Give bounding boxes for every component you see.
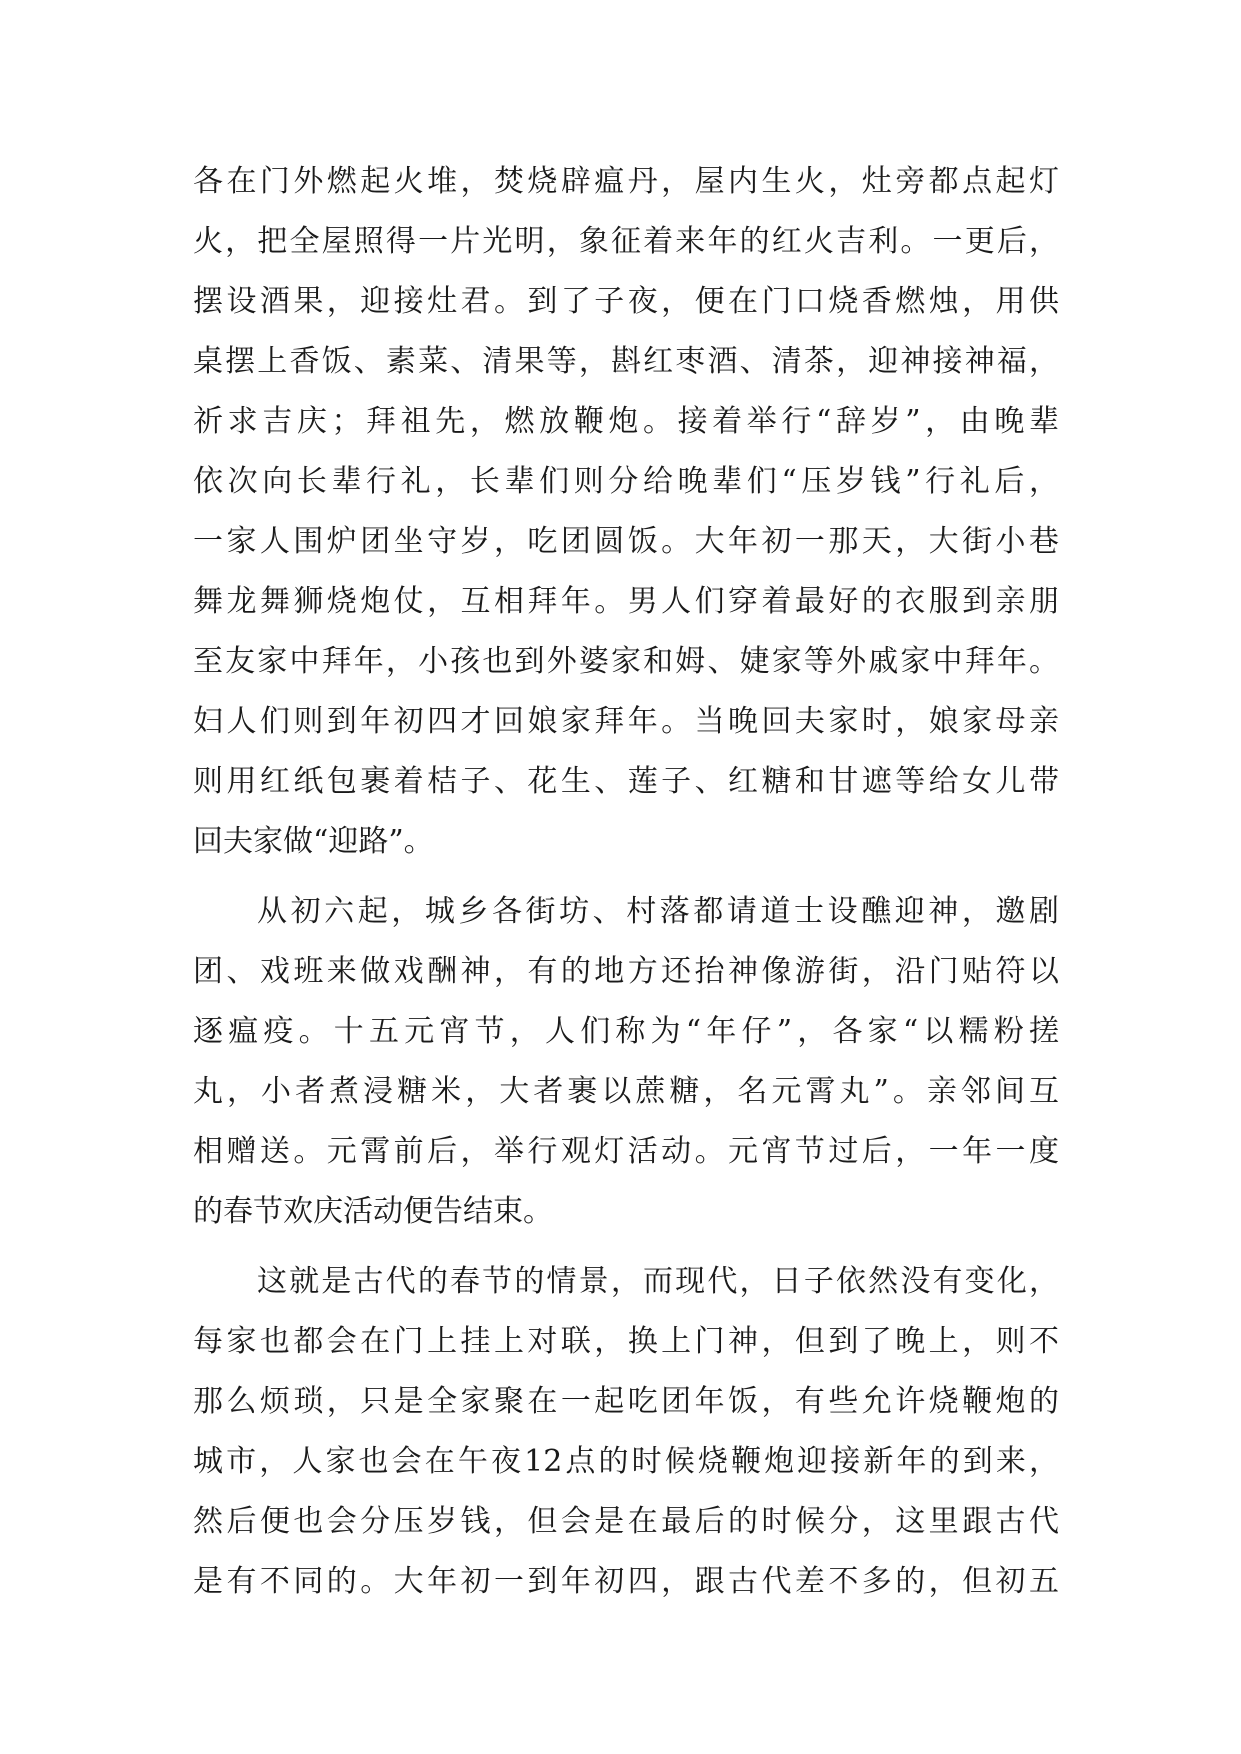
text-line: 祈求吉庆；拜祖先，燃放鞭炮。接着举行“辞岁”，由晚辈 xyxy=(193,404,1059,439)
text-line: 回夫家做“迎路”。 xyxy=(193,824,434,859)
text-line: 各在门外燃起火堆，焚烧辟瘟丹，屋内生火，灶旁都点起灯 xyxy=(193,164,1059,199)
text-line: 舞龙舞狮烧炮仗，互相拜年。男人们穿着最好的衣服到亲朋 xyxy=(193,584,1059,619)
text-line: 逐瘟疫。十五元宵节，人们称为“年仔”，各家“以糯粉搓 xyxy=(193,1014,1059,1049)
text-line: 的春节欢庆活动便告结束。 xyxy=(193,1194,553,1229)
text-line: 那么烦琐，只是全家聚在一起吃团年饭，有些允许烧鞭炮的 xyxy=(193,1384,1059,1419)
text-line: 依次向长辈行礼，长辈们则分给晚辈们“压岁钱”行礼后， xyxy=(193,464,1059,499)
text-line: 从初六起，城乡各街坊、村落都请道士设醮迎神，邀剧 xyxy=(257,894,1059,929)
text-line: 妇人们则到年初四才回娘家拜年。当晚回夫家时，娘家母亲 xyxy=(193,704,1059,739)
text-line: 相赠送。元霄前后，举行观灯活动。元宵节过后，一年一度 xyxy=(193,1134,1059,1169)
text-line: 是有不同的。大年初一到年初四，跟古代差不多的，但初五 xyxy=(193,1564,1059,1599)
text-line: 团、戏班来做戏酬神，有的地方还抬神像游街，沿门贴符以 xyxy=(193,954,1059,989)
text-line: 摆设酒果，迎接灶君。到了子夜，便在门口烧香燃烛，用供 xyxy=(193,284,1059,319)
document-body xyxy=(193,152,1059,1612)
text-line: 这就是古代的春节的情景，而现代，日子依然没有变化， xyxy=(257,1264,1059,1299)
text-line: 至友家中拜年，小孩也到外婆家和姆、婕家等外戚家中拜年。 xyxy=(193,644,1059,679)
paragraph-1 xyxy=(193,152,1059,872)
text-line: 一家人围炉团坐守岁，吃团圆饭。大年初一那天，大街小巷 xyxy=(193,524,1059,559)
text-line: 桌摆上香饭、素菜、清果等，斟红枣酒、清茶，迎神接神福， xyxy=(193,344,1059,379)
text-line: 城市，人家也会在午夜12点的时候烧鞭炮迎接新年的到来， xyxy=(193,1444,1059,1479)
text-line: 然后便也会分压岁钱，但会是在最后的时候分，这里跟古代 xyxy=(193,1504,1059,1539)
paragraph-spacer xyxy=(193,1242,1059,1252)
paragraph-2 xyxy=(193,882,1059,1242)
text-line: 则用红纸包裹着桔子、花生、莲子、红糖和甘遮等给女儿带 xyxy=(193,764,1059,799)
paragraph-3 xyxy=(193,1252,1059,1612)
paragraph-spacer xyxy=(193,872,1059,882)
text-line: 丸，小者煮浸糖米，大者裹以蔗糖，名元霄丸”。亲邻间互 xyxy=(193,1074,1059,1109)
text-line: 每家也都会在门上挂上对联，换上门神，但到了晚上，则不 xyxy=(193,1324,1059,1359)
text-line: 火，把全屋照得一片光明，象征着来年的红火吉利。一更后， xyxy=(193,224,1059,259)
